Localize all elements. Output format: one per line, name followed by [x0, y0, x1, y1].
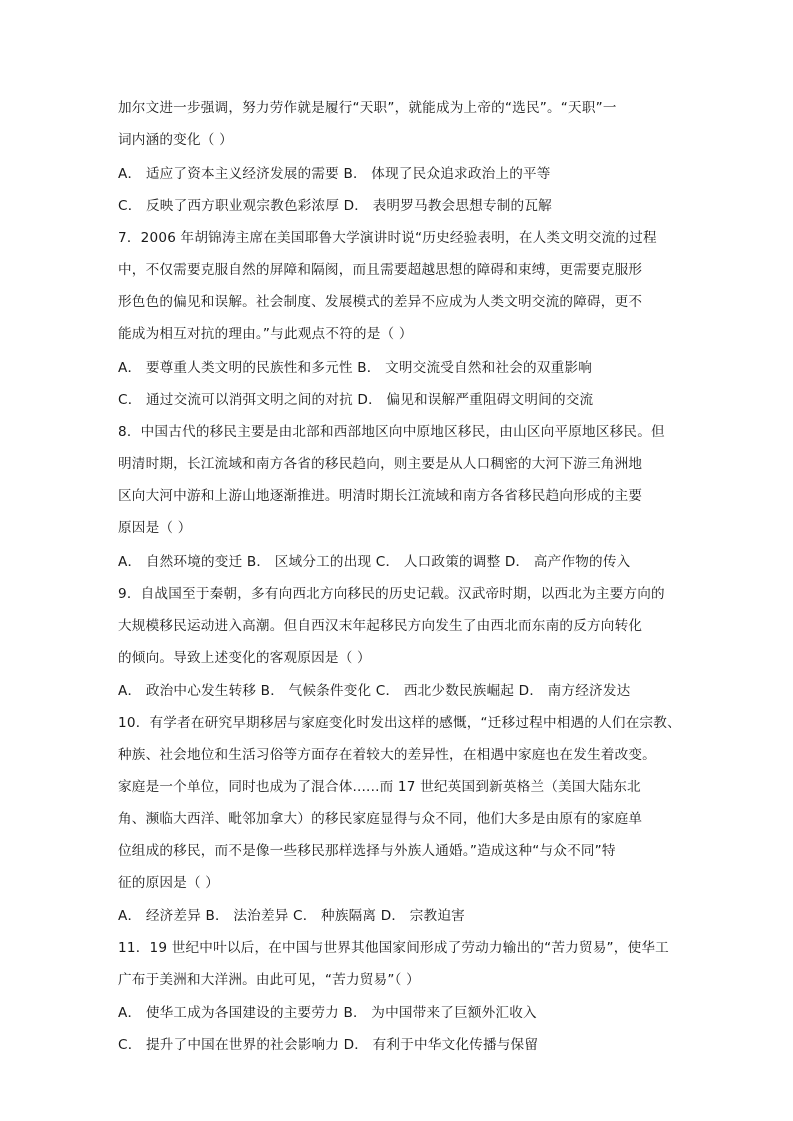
text-line: 明清时期，长江流域和南方各省的移民趋向，则主要是从人口稠密的大河下游三角洲地	[118, 456, 643, 472]
text-line: 加尔文进一步强调，努力劳作就是履行“天职”，就能成为上帝的“选民”。“天职”一	[118, 100, 617, 116]
option-line: C． 提升了中国在世界的社会影响力 D． 有利于中华文化传播与保留	[118, 1037, 539, 1053]
text-line: 角、濒临大西洋、毗邻加拿大）的移民家庭显得与众不同，他们大多是由原有的家庭单	[118, 811, 643, 827]
option-line: A． 要尊重人类文明的民族性和多元性 B． 文明交流受自然和社会的双重影响	[118, 360, 592, 376]
text-line: 能成为相互对抗的理由。”与此观点不符的是（ ）	[118, 326, 413, 342]
option-line: A． 适应了资本主义经济发展的需要 B． 体现了民众追求政治上的平等	[118, 166, 551, 182]
text-line: 词内涵的变化（ ）	[118, 132, 233, 148]
text-line: 家庭是一个单位，同时也成为了混合体......而 17 世纪英国到新英格兰（美国大陆东北	[118, 779, 641, 795]
text-line: 区向大河中游和上游山地逐渐推进。明清时期长江流域和南方各省移民趋向形成的主要	[118, 488, 643, 504]
question-11-stem: 11．19 世纪中叶以后，在中国与世界其他国家间形成了劳动力输出的“苦力贸易”，使华工	[118, 940, 669, 956]
option-line: A． 经济差异 B． 法治差异 C． 种族隔离 D． 宗教迫害	[118, 908, 465, 924]
text-line: 大规模移民运动进入高潮。但自西汉末年起移民方向发生了由西北而东南的反方向转化	[118, 618, 643, 634]
text-line: 形色色的偏见和误解。社会制度、发展模式的差异不应成为人类文明交流的障碍，更不	[118, 294, 643, 310]
question-10-stem: 10．有学者在研究早期移居与家庭变化时发出这样的感慨，“迁移过程中相遇的人们在宗教、	[118, 715, 681, 731]
text-line: 广布于美洲和大洋洲。由此可见，“苦力贸易”（ ）	[118, 972, 420, 988]
text-line: 位组成的移民，而不是像一些移民那样选择与外族人通婚。”造成这种“与众不同”特	[118, 843, 616, 859]
question-7-stem: 7．2006 年胡锦涛主席在美国耶鲁大学演讲时说“历史经验表明，在人类文明交流的过程	[118, 230, 657, 246]
option-line: A． 使华工成为各国建设的主要劳力 B． 为中国带来了巨额外汇收入	[118, 1005, 537, 1021]
option-line: C． 通过交流可以消弭文明之间的对抗 D． 偏见和误解严重阻碍文明间的交流	[118, 392, 594, 408]
question-8-stem: 8．中国古代的移民主要是由北部和西部地区向中原地区移民，由山区向平原地区移民。但	[118, 424, 665, 440]
text-line: 中，不仅需要克服自然的屏障和隔阂，而且需要超越思想的障碍和束缚，更需要克服形	[118, 262, 643, 278]
option-line: A． 政治中心发生转移 B． 气候条件变化 C． 西北少数民族崛起 D． 南方经济发达	[118, 683, 631, 699]
text-line: 征的原因是（ ）	[118, 875, 220, 891]
option-line: A． 自然环境的变迁 B． 区域分工的出现 C． 人口政策的调整 D． 高产作物的传入	[118, 554, 631, 570]
text-line: 原因是（ ）	[118, 520, 192, 536]
text-line: 种族、社会地位和生活习俗等方面存在着较大的差异性，在相遇中家庭也在发生着改变。	[118, 747, 656, 763]
question-9-stem: 9．自战国至于秦朝，多有向西北方向移民的历史记载。汉武帝时期，以西北为主要方向的	[118, 586, 665, 602]
option-line: C． 反映了西方职业观宗教色彩浓厚 D． 表明罗马教会思想专制的瓦解	[118, 198, 552, 214]
text-line: 的倾向。导致上述变化的客观原因是（ ）	[118, 650, 371, 666]
